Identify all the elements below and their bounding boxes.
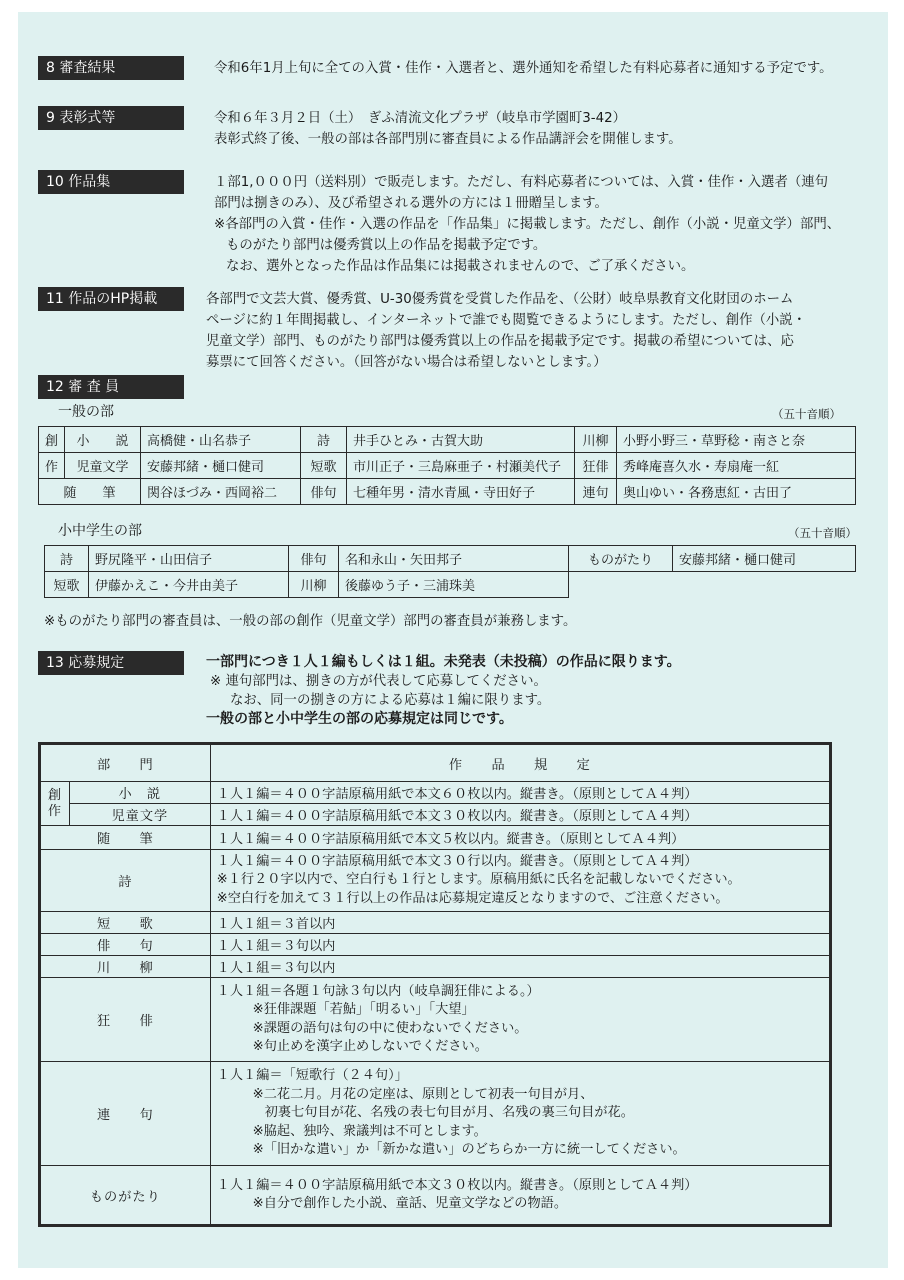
section-11-line: 各部門で文芸大賞、優秀賞、U-30優秀賞を受賞した作品を、（公財）岐阜県教育文化財団のホーム: [206, 292, 794, 307]
rules-tanka-label: 短 歌: [40, 912, 211, 934]
cell-student-senryu: 川柳: [289, 572, 339, 598]
rules-shosetsu-spec: １人１編＝４００字詰原稿用紙で本文６０枚以内。縦書き。（原則としてＡ４判）: [210, 782, 830, 804]
rules-renku-line: 初裏七句目が花、名残の表七句目が月、名残の裏三句目が花。: [264, 1105, 634, 1121]
rules-haiku-label: 俳 句: [40, 934, 211, 956]
rules-note-line: ※ 連句部門は、捌きの方が代表して応募してください。: [210, 674, 547, 689]
cell-haiku: 俳句: [301, 479, 347, 505]
cell-kyohai: 狂俳: [575, 453, 617, 479]
section-8-heading: 8 審査結果: [38, 56, 184, 80]
judges-kyohai: 秀峰庵喜久水・寿扇庵一紅: [617, 453, 856, 479]
general-division-label: 一般の部: [58, 404, 114, 420]
cell-student-monogatari: ものがたり: [569, 546, 673, 572]
rules-shosetsu-label: 小 説: [70, 782, 211, 804]
judges-tanka: 市川正子・三島麻亜子・村瀬美代子: [347, 453, 575, 479]
rules-kyohai-line: ※句止めを漢字止めしないでください。: [252, 1039, 488, 1054]
section-10-heading: 10 作品集: [38, 170, 184, 194]
judges-shosetsu: 高橋健・山名恭子: [141, 427, 301, 453]
rules-monogatari-spec: [210, 1166, 830, 1226]
student-division-label: 小中学生の部: [58, 523, 142, 539]
rules-sosaku-char: 作: [47, 803, 63, 819]
rules-kyohai-line: １人１組＝各題１句詠３句以内（岐阜調狂俳による。）: [216, 983, 540, 999]
cell-sosaku-2: 作: [39, 453, 65, 479]
rules-senryu-spec: １人１組＝３句以内: [210, 956, 830, 978]
rules-renku-line: ※脇起、独吟、衆議判は不可とします。: [252, 1123, 487, 1139]
rules-sosaku-label: [40, 782, 70, 826]
judges-student-monogatari: 安藤邦緒・樋口健司: [673, 546, 856, 572]
rules-shi-line: ※空白行を加えて３１行以上の作品は応募規定違反となりますので、ご注意ください。: [216, 890, 729, 906]
rules-shi-line: １人１編＝４００字詰原稿用紙で本文３０行以内。縦書き。（原則としてＡ４判）: [216, 853, 698, 869]
rules-note-line: なお、同一の捌きの方による応募は１編に限ります。: [230, 693, 551, 708]
section-10-line: ものがたり部門は優秀賞以上の作品を掲載予定です。: [226, 238, 547, 253]
submission-rules-table: [38, 742, 832, 1227]
cell-shi: 詩: [301, 427, 347, 453]
rules-renku-spec: [210, 1062, 830, 1166]
rules-renku-line: ※「旧かな遣い」か「新かな遣い」のどちらか一方に統一してください。: [252, 1142, 686, 1158]
judges-jido: 安藤邦緒・樋口健司: [141, 453, 301, 479]
section-13-heading: 13 応募規定: [38, 651, 184, 675]
cell-tanka: 短歌: [301, 453, 347, 479]
section-10-line: １部1,０００円（送料別）で販売します。ただし、有料応募者については、入賞・佳作・入選者（連句: [214, 175, 829, 190]
rules-haiku-spec: １人１組＝３句以内: [210, 934, 830, 956]
judges-student-tanka: 伊藤かえこ・今井由美子: [89, 572, 289, 598]
rules-renku-label: 連 句: [40, 1062, 211, 1166]
judges-student-shi: 野尻隆平・山田信子: [89, 546, 289, 572]
section-8-text: 令和6年1月上旬に全ての入賞・佳作・入選者と、選外通知を希望した有料応募者に通知する予定です。: [214, 61, 833, 76]
cell-sosaku: 創: [39, 427, 65, 453]
rules-monogatari-line: ※自分で創作した小説、童話、児童文学などの物語。: [252, 1196, 568, 1211]
section-11-line: 募票にて回答ください。（回答がない場合は希望しないとします。）: [206, 355, 607, 370]
section-9-line: 令和６年３月２日（土） ぎふ清流文化プラザ（岐阜市学園町3-42）: [214, 111, 627, 126]
rules-senryu-label: 川 柳: [40, 956, 211, 978]
cell-student-tanka: 短歌: [45, 572, 89, 598]
rules-zuihitsu-spec: １人１編＝４００字詰原稿用紙で本文５枚以内。縦書き。（原則としてＡ４判）: [210, 826, 830, 850]
rules-header-spec: 作 品 規 定: [210, 744, 830, 782]
rules-monogatari-label: ものがたり: [40, 1166, 211, 1226]
section-9-line: 表彰式終了後、一般の部は各部門別に審査員による作品講評会を開催します。: [214, 132, 682, 147]
section-10-line: なお、選外となった作品は作品集には掲載されませんので、ご了承ください。: [226, 259, 695, 274]
cell-renku: 連句: [575, 479, 617, 505]
section-12-heading: 12 審 査 員: [38, 375, 184, 399]
rules-shi-spec: [210, 850, 830, 912]
general-judges-table: [38, 426, 856, 505]
rules-kyohai-label: 狂 俳: [40, 978, 211, 1062]
rules-monogatari-line: １人１編＝４００字詰原稿用紙で本文３０枚以内。縦書き。（原則としてＡ４判）: [216, 1177, 698, 1193]
judges-student-haiku: 名和永山・矢田邦子: [339, 546, 569, 572]
rules-kyohai-line: ※課題の語句は句の中に使わないでください。: [252, 1020, 528, 1036]
section-11-line: ページに約１年間掲載し、インターネットで誰でも閲覧できるようにします。ただし、創作（小説・: [206, 313, 807, 328]
cell-senryu: 川柳: [575, 427, 617, 453]
rules-kyohai-spec: [210, 978, 830, 1062]
judges-zuihitsu: 関谷ほづみ・西岡裕二: [141, 479, 301, 505]
section-10-line: 部門は捌きのみ）、及び希望される選外の方には１冊贈呈します。: [214, 196, 608, 211]
rules-jido-spec: １人１編＝４００字詰原稿用紙で本文３０枚以内。縦書き。（原則としてＡ４判）: [210, 804, 830, 826]
rules-main-line: 一部門につき１人１編もしくは１組。未発表（未投稿）の作品に限ります。: [206, 654, 681, 670]
judges-shi: 井手ひとみ・古賀大助: [347, 427, 575, 453]
rules-shi-label: 詩: [40, 850, 211, 912]
rules-kyohai-line: ※狂俳課題「若鮎」「明るい」「大望」: [252, 1002, 475, 1017]
rules-renku-line: ※二花二月。月花の定座は、原則として初表一句目が月、: [252, 1086, 594, 1102]
cell-student-haiku: 俳句: [289, 546, 339, 572]
rules-common-line: 一般の部と小中学生の部の応募規定は同じです。: [206, 711, 513, 727]
judges-student-senryu: 後藤ゆう子・三浦珠美: [339, 572, 569, 598]
section-9-heading: 9 表彰式等: [38, 106, 184, 130]
judges-renku: 奥山ゆい・各務恵紅・古田了: [617, 479, 856, 505]
rules-header-category: 部 門: [40, 744, 211, 782]
rules-tanka-spec: １人１組＝３首以内: [210, 912, 830, 934]
rules-zuihitsu-label: 随 筆: [40, 826, 211, 850]
rules-renku-line: １人１編＝「短歌行（２４句）」: [216, 1068, 408, 1084]
judges-note: ※ものがたり部門の審査員は、一般の部の創作（児童文学）部門の審査員が兼務します。: [44, 614, 577, 629]
cell-jido: 児童文学: [65, 453, 141, 479]
student-judges-table: [44, 545, 856, 598]
rules-jido-label: 児童文学: [70, 804, 211, 826]
cell-zuihitsu: 随 筆: [39, 479, 141, 505]
section-11-heading: 11 作品のHP掲載: [38, 287, 184, 311]
judges-haiku: 七種年男・清水青風・寺田好子: [347, 479, 575, 505]
rules-shi-line: ※１行２０字以内で、空白行も１行とします。原稿用紙に氏名を記載しないでください。: [216, 872, 741, 888]
cell-shosetsu: 小 説: [65, 427, 141, 453]
student-order-note: （五十音順）: [788, 526, 857, 540]
section-11-line: 児童文学）部門、ものがたり部門は優秀賞以上の作品を掲載予定です。掲載の希望については、応: [206, 334, 794, 349]
general-order-note: （五十音順）: [772, 407, 841, 421]
section-10-line: ※各部門の入賞・佳作・入選の作品を「作品集」に掲載します。ただし、創作（小説・児童文学）部門、: [214, 217, 841, 232]
rules-sosaku-char: 創: [47, 787, 63, 803]
judges-senryu: 小野小野三・草野稔・南さと奈: [617, 427, 856, 453]
cell-student-shi: 詩: [45, 546, 89, 572]
